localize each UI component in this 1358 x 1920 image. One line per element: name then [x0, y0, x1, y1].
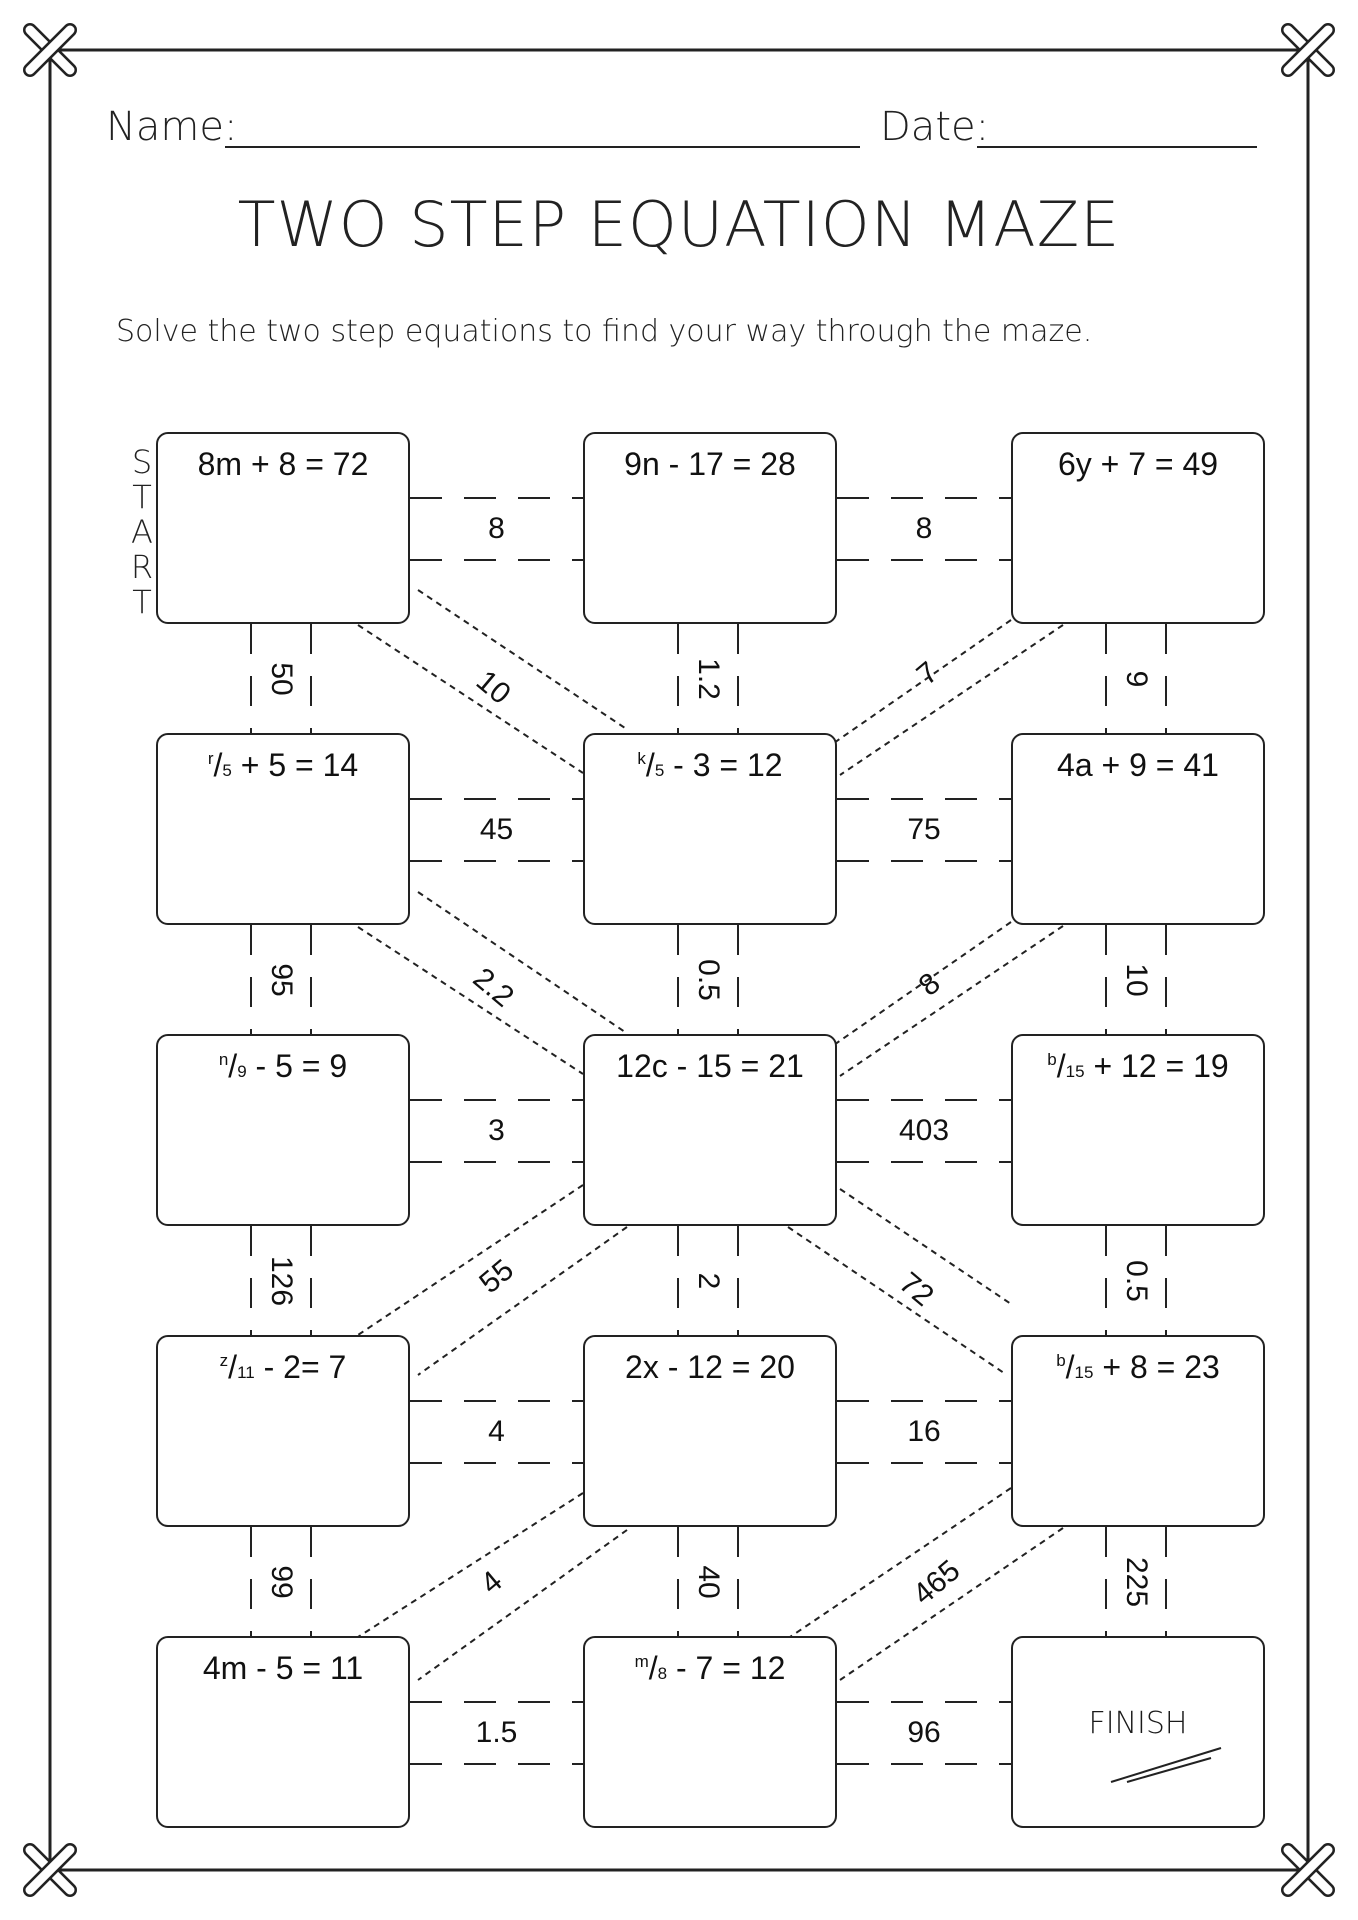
maze-cell[interactable] [156, 1335, 410, 1527]
fraction-slash: / [1056, 1048, 1066, 1084]
path-label: 45 [479, 813, 514, 846]
maze-cell[interactable] [1011, 1335, 1265, 1527]
maze-cell[interactable] [583, 733, 837, 925]
path-label: 3 [488, 1114, 505, 1147]
name-field[interactable] [225, 146, 860, 148]
maze-cell[interactable] [583, 1636, 837, 1828]
corner-x-icon [30, 1850, 70, 1890]
path-label: 4 [488, 1415, 505, 1448]
equation-rest: - 7 = 12 [667, 1650, 786, 1686]
fraction-slash: / [1065, 1349, 1075, 1385]
path-label: 72 [892, 1266, 940, 1313]
path-label: 16 [907, 1415, 941, 1448]
maze-cell[interactable] [1011, 733, 1265, 925]
equation-rest: - 3 = 12 [664, 747, 783, 783]
fraction-denominator: 11 [237, 1363, 255, 1382]
finish-cell[interactable] [1011, 1636, 1265, 1828]
fraction-numerator: b [1047, 1050, 1057, 1069]
equation [158, 747, 408, 784]
equation [1013, 1349, 1263, 1386]
instructions: Solve the two step equations to find your way through the maze. [116, 314, 1093, 349]
path-label: 8 [488, 512, 505, 545]
path-label: 96 [907, 1716, 941, 1749]
date-field[interactable] [977, 146, 1257, 148]
fraction-numerator: m [634, 1652, 649, 1671]
equation [158, 1048, 408, 1085]
path-label: 126 [265, 1255, 298, 1306]
path-label: 7 [910, 655, 945, 692]
path-label: 99 [265, 1564, 298, 1599]
path-label: 1.5 [475, 1716, 518, 1749]
path-label: 0.5 [1120, 1259, 1153, 1302]
maze-cell[interactable] [583, 1034, 837, 1226]
path-label: 10 [1120, 962, 1153, 997]
fraction-numerator: z [219, 1351, 229, 1370]
page-title: TWO STEP EQUATION MAZE [237, 188, 1121, 261]
equation: 2x - 12 = 20 [625, 1349, 795, 1385]
path-label: 4 [474, 1564, 509, 1601]
corner-x-icon [1288, 30, 1328, 70]
equation: 8m + 8 = 72 [197, 446, 369, 482]
maze-cell[interactable] [583, 1335, 837, 1527]
path-label: 1.2 [692, 657, 725, 700]
fraction-slash: / [228, 1349, 238, 1385]
fraction-slash: / [213, 747, 223, 783]
finish-underline-icon [1011, 1636, 1265, 1828]
fraction-numerator: k [637, 749, 646, 768]
maze-cell[interactable] [1011, 432, 1265, 624]
equation-rest: + 5 = 14 [231, 747, 359, 783]
path-label: 95 [265, 962, 298, 997]
maze-cell[interactable] [1011, 1034, 1265, 1226]
path-label: 2 [692, 1272, 725, 1289]
path-label: 8 [915, 512, 933, 545]
maze-cell[interactable] [156, 432, 410, 624]
equation: 12c - 15 = 21 [616, 1048, 804, 1084]
path-label: 225 [1120, 1556, 1153, 1607]
start-letter: T [132, 478, 152, 516]
path-label: 10 [469, 664, 517, 711]
fraction-denominator: 9 [237, 1062, 247, 1081]
name-label: Name: [106, 104, 238, 150]
path-label: 403 [898, 1114, 950, 1147]
path-label: 50 [265, 661, 298, 696]
fraction-denominator: 15 [1074, 1363, 1094, 1382]
path-label: 75 [907, 813, 941, 846]
finish-label: FINISH [1088, 1706, 1188, 1741]
fraction-denominator: 15 [1065, 1062, 1085, 1081]
path-label: 40 [692, 1564, 725, 1599]
equation: 4m - 5 = 11 [202, 1650, 364, 1686]
path-label: 2.2 [466, 961, 520, 1014]
equation [1013, 1048, 1263, 1085]
equation [158, 1349, 408, 1386]
equation-rest: - 2= 7 [254, 1349, 347, 1385]
equation-rest: + 12 = 19 [1084, 1048, 1229, 1084]
maze-cell[interactable] [583, 432, 837, 624]
corner-x-icon [30, 30, 70, 70]
equation [585, 747, 835, 784]
maze-cell[interactable] [156, 1034, 410, 1226]
start-letter: A [131, 513, 153, 551]
equation: 6y + 7 = 49 [1057, 446, 1219, 482]
start-letter: S [131, 443, 153, 481]
maze-cell[interactable] [156, 1636, 410, 1828]
path-label: 465 [906, 1553, 967, 1612]
path-label: 9 [1120, 670, 1153, 687]
fraction-denominator: 8 [657, 1664, 668, 1683]
equation-rest: - 5 = 9 [246, 1048, 348, 1084]
fraction-denominator: 5 [654, 761, 665, 780]
path-label: 8 [912, 966, 947, 1003]
fraction-slash: / [228, 1048, 238, 1084]
equation [585, 1650, 835, 1687]
equation-rest: + 8 = 23 [1093, 1349, 1220, 1385]
date-label: Date: [880, 104, 990, 150]
corner-x-icon [1288, 1850, 1328, 1890]
fraction-numerator: b [1056, 1351, 1066, 1370]
start-letter: T [132, 583, 152, 621]
fraction-numerator: n [218, 1050, 229, 1069]
maze-cell[interactable] [156, 733, 410, 925]
path-label: 0.5 [692, 958, 725, 1001]
start-letter: R [130, 548, 154, 586]
fraction-slash: / [648, 1650, 658, 1686]
equation: 9n - 17 = 28 [624, 446, 796, 482]
path-label: 55 [473, 1253, 521, 1300]
fraction-denominator: 5 [222, 761, 232, 780]
start-label [128, 445, 156, 620]
fraction-numerator: r [207, 749, 214, 768]
equation: 4a + 9 = 41 [1057, 747, 1219, 783]
fraction-slash: / [645, 747, 655, 783]
